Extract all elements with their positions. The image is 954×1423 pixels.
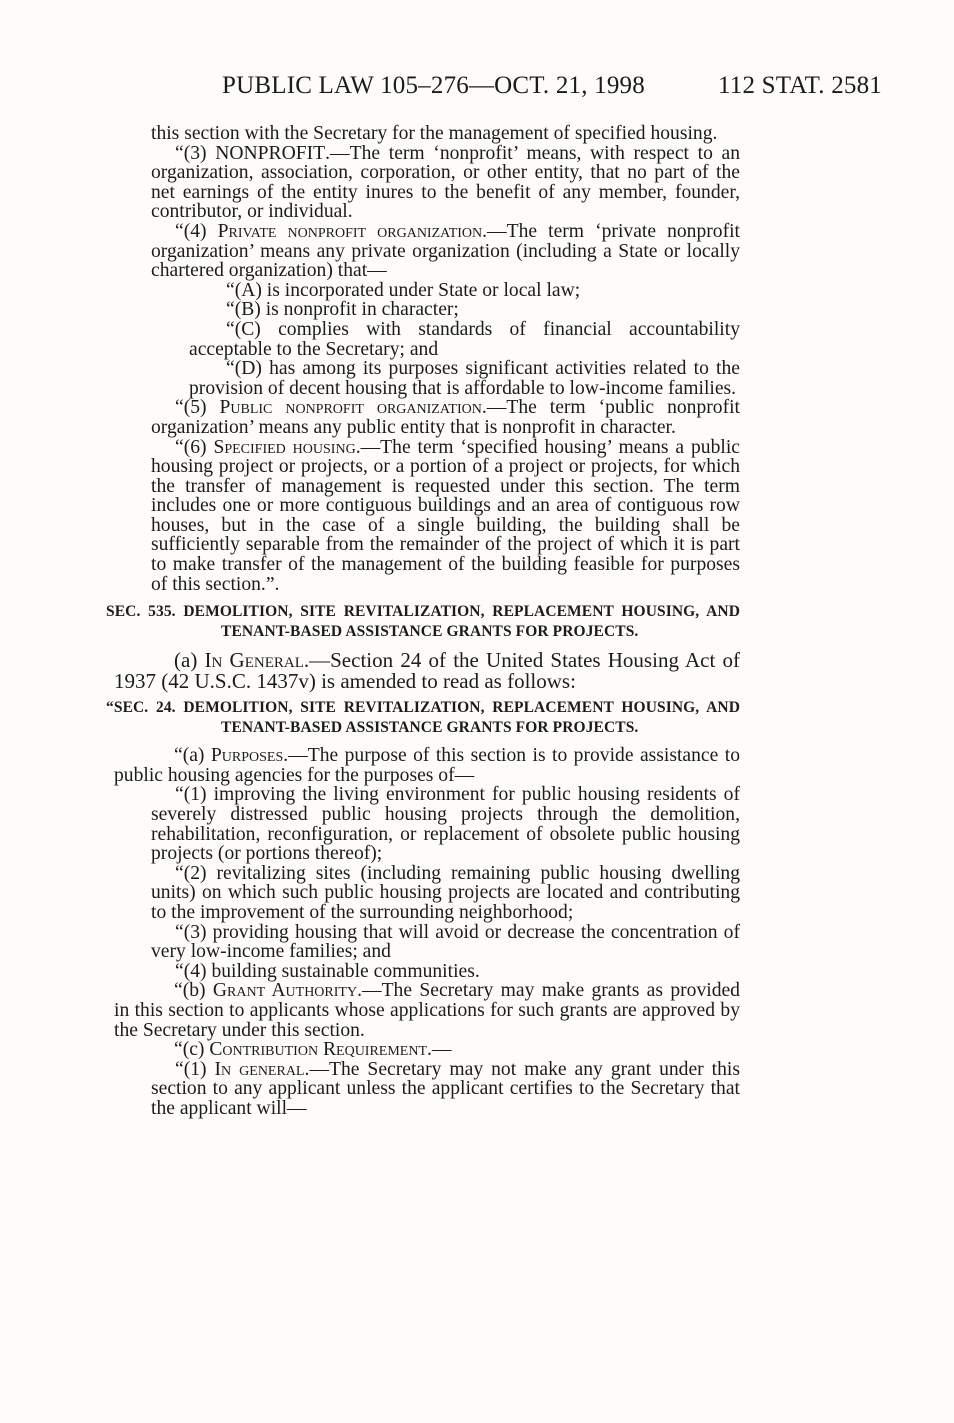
term-label: Public nonprofit organization (219, 397, 482, 419)
paragraph-specified-housing: “(6) Specified housing.—The term ‘specified housing’ means a public housing project or projects, or a portion of a project or projects, for which the transfer of management is requested under this section. The term includes one or more contiguous buildings and an area of contiguous row houses, but in the case of a single building, the building shall be sufficiently separable from the remainder of the project of which it is part to make transfer of the management of the building feasible for purposes of this section.”. (151, 436, 740, 595)
document-body (106, 123, 741, 1119)
statute-page-number: 112 STAT. 2581 (718, 72, 882, 99)
subparagraph-d: “(D) has among its purposes significant activities related to the provision of decent housing that is affordable to low-income families. (189, 358, 740, 399)
purpose-4: “(4) building sustainable communities. (175, 960, 480, 982)
term-label: Contribution Requirement (209, 1039, 428, 1061)
paragraph-in-general: (a) In General.—Section 24 of the United States Housing Act of 1937 (42 U.S.C. 1437v) is amended to read as follows: (114, 648, 740, 694)
paragraph-in-general-1: “(1) In general.—The Secretary may not make any grant under this section to any applicant unless the applicant certifies to the Secretary that the applicant will— (151, 1058, 740, 1119)
term-label: NONPROFIT (215, 142, 326, 164)
paragraph-public-nonprofit: “(5) Public nonprofit organization.—The term ‘public nonprofit organization’ means any public entity that is nonprofit in character. (151, 397, 740, 438)
paragraph-contribution-requirement: “(c) Contribution Requirement.— (174, 1039, 452, 1061)
section-heading-24: “SEC. 24. DEMOLITION, SITE REVITALIZATION, REPLACEMENT HOUSING, AND TENANT-BASED ASSISTANCE GRANTS FOR PROJECTS. (106, 699, 740, 737)
running-head: PUBLIC LAW 105–276—OCT. 21, 1998 (222, 72, 645, 99)
purpose-3: “(3) providing housing that will avoid or decrease the concentration of very low-income families; and (151, 921, 740, 963)
subparagraph-a: “(A) is incorporated under State or local law; (226, 279, 581, 301)
term-label: Private nonprofit organization (217, 220, 483, 242)
subparagraph-b: “(B) is nonprofit in character; (226, 299, 459, 321)
term-label: Purposes (210, 745, 284, 767)
paragraph-grant-authority: “(b) Grant Authority.—The Secretary may make grants as provided in this section to applicants whose applications for such grants are approved by the Secretary under this section. (114, 980, 740, 1041)
paragraph-nonprofit: “(3) NONPROFIT.—The term ‘nonprofit’ means, with respect to an organization, association, corporation, or other entity, that no part of the net earnings of the entity inures to the benefit of any member, founder, contributor, or individual. (151, 142, 740, 223)
page-header (0, 72, 954, 108)
paragraph-purposes: “(a) Purposes.—The purpose of this section is to provide assistance to public housing agencies for the purposes of— (114, 745, 740, 786)
section-heading-535: SEC. 535. DEMOLITION, SITE REVITALIZATION, REPLACEMENT HOUSING, AND TENANT-BASED ASSISTANCE GRANTS FOR PROJECTS. (106, 603, 740, 641)
subparagraph-c: “(C) complies with standards of financial accountability acceptable to the Secretary; and (189, 318, 740, 360)
term-label: In general (214, 1058, 305, 1080)
purpose-1: “(1) improving the living environment for public housing residents of severely distressed public housing projects through the demolition, rehabilitation, reconfiguration, or replacement of obsolete public housing projects (or portions thereof); (151, 784, 740, 865)
term-label: Grant Authority (212, 980, 358, 1002)
paragraph: this section with the Secretary for the management of specified housing. (151, 123, 718, 144)
term-label: In General (204, 648, 304, 673)
paragraph-private-nonprofit: “(4) Private nonprofit organization.—The term ‘private nonprofit organization’ means any private organization (including a State or locally chartered organization) that— (151, 220, 741, 282)
purpose-2: “(2) revitalizing sites (including remaining public housing dwelling units) on which such public housing projects are located and contributing to the improvement of the surrounding neighborhood; (151, 862, 740, 923)
term-label: Specified housing (213, 436, 356, 458)
